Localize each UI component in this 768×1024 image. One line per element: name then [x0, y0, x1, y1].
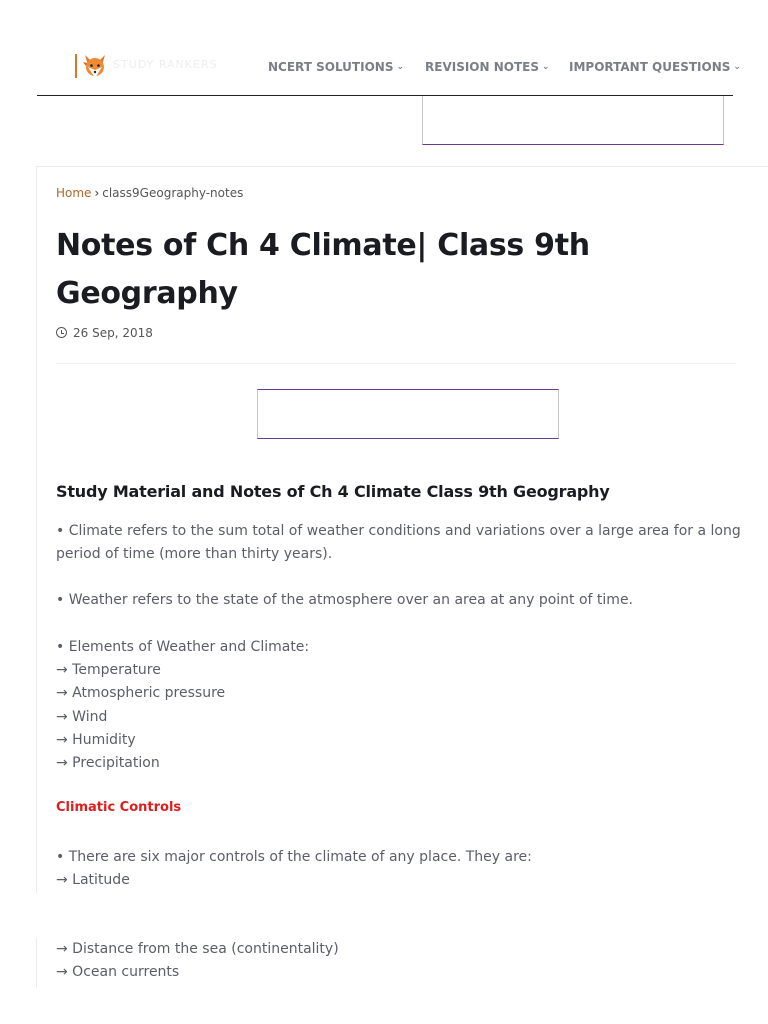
chevron-down-icon: ⌄ [542, 62, 550, 72]
nav-revision-notes[interactable] [425, 60, 550, 74]
list-item: → Distance from the sea (continentality) [56, 941, 339, 957]
climatic-controls-heading: Climatic Controls [56, 800, 182, 815]
fox-logo-icon [82, 52, 108, 80]
list-item: → Atmospheric pressure [56, 685, 226, 701]
logo-text: STUDY RANKERS [113, 58, 218, 71]
breadcrumb [56, 186, 243, 200]
nav-label: NCERT SOLUTIONS [268, 60, 394, 74]
list-item: → Ocean currents [56, 964, 180, 980]
site-logo[interactable] [75, 52, 225, 82]
nav-label: REVISION NOTES [425, 60, 539, 74]
breadcrumb-home-link[interactable]: Home [56, 186, 92, 200]
controls-intro: • There are six major controls of the climate of any place. They are: [56, 849, 532, 865]
chevron-down-icon: ⌄ [733, 62, 741, 72]
elements-heading: • Elements of Weather and Climate: [56, 639, 310, 655]
page-title-line-2: Geography [56, 276, 238, 311]
ad-slot-middle[interactable] [257, 389, 559, 439]
chevron-down-icon: ⌄ [396, 62, 405, 72]
climate-definition-line-2: period of time (more than thirty years). [56, 546, 333, 562]
list-item: → Humidity [56, 732, 136, 748]
title-divider [56, 363, 736, 364]
breadcrumb-separator: › [94, 186, 100, 200]
ad-slot-top[interactable] [422, 96, 724, 145]
breadcrumb-current[interactable]: class9Geography-notes [102, 186, 244, 200]
section-heading: Study Material and Notes of Ch 4 Climate Class 9th Geography [56, 482, 610, 501]
list-item: → Wind [56, 709, 108, 725]
publish-date [56, 326, 153, 340]
list-item: → Latitude [56, 872, 130, 888]
page-title-line-1: Notes of Ch 4 Climate| Class 9th [56, 228, 590, 263]
page-title [56, 222, 696, 318]
weather-definition: • Weather refers to the state of the atmosphere over an area at any point of time. [56, 592, 634, 608]
list-item: → Precipitation [56, 755, 160, 771]
publish-date-text: 26 Sep, 2018 [73, 326, 153, 340]
logo-divider [75, 54, 77, 78]
clock-icon [56, 327, 67, 338]
nav-label: IMPORTANT QUESTIONS [569, 60, 731, 74]
list-item: → Temperature [56, 662, 161, 678]
article-container-edge [36, 938, 37, 988]
climate-definition-line-1: • Climate refers to the sum total of weather conditions and variations over a large area for a long [56, 523, 741, 539]
nav-important-questions[interactable] [569, 60, 741, 74]
nav-ncert-solutions[interactable] [268, 60, 404, 74]
site-header [37, 42, 741, 96]
